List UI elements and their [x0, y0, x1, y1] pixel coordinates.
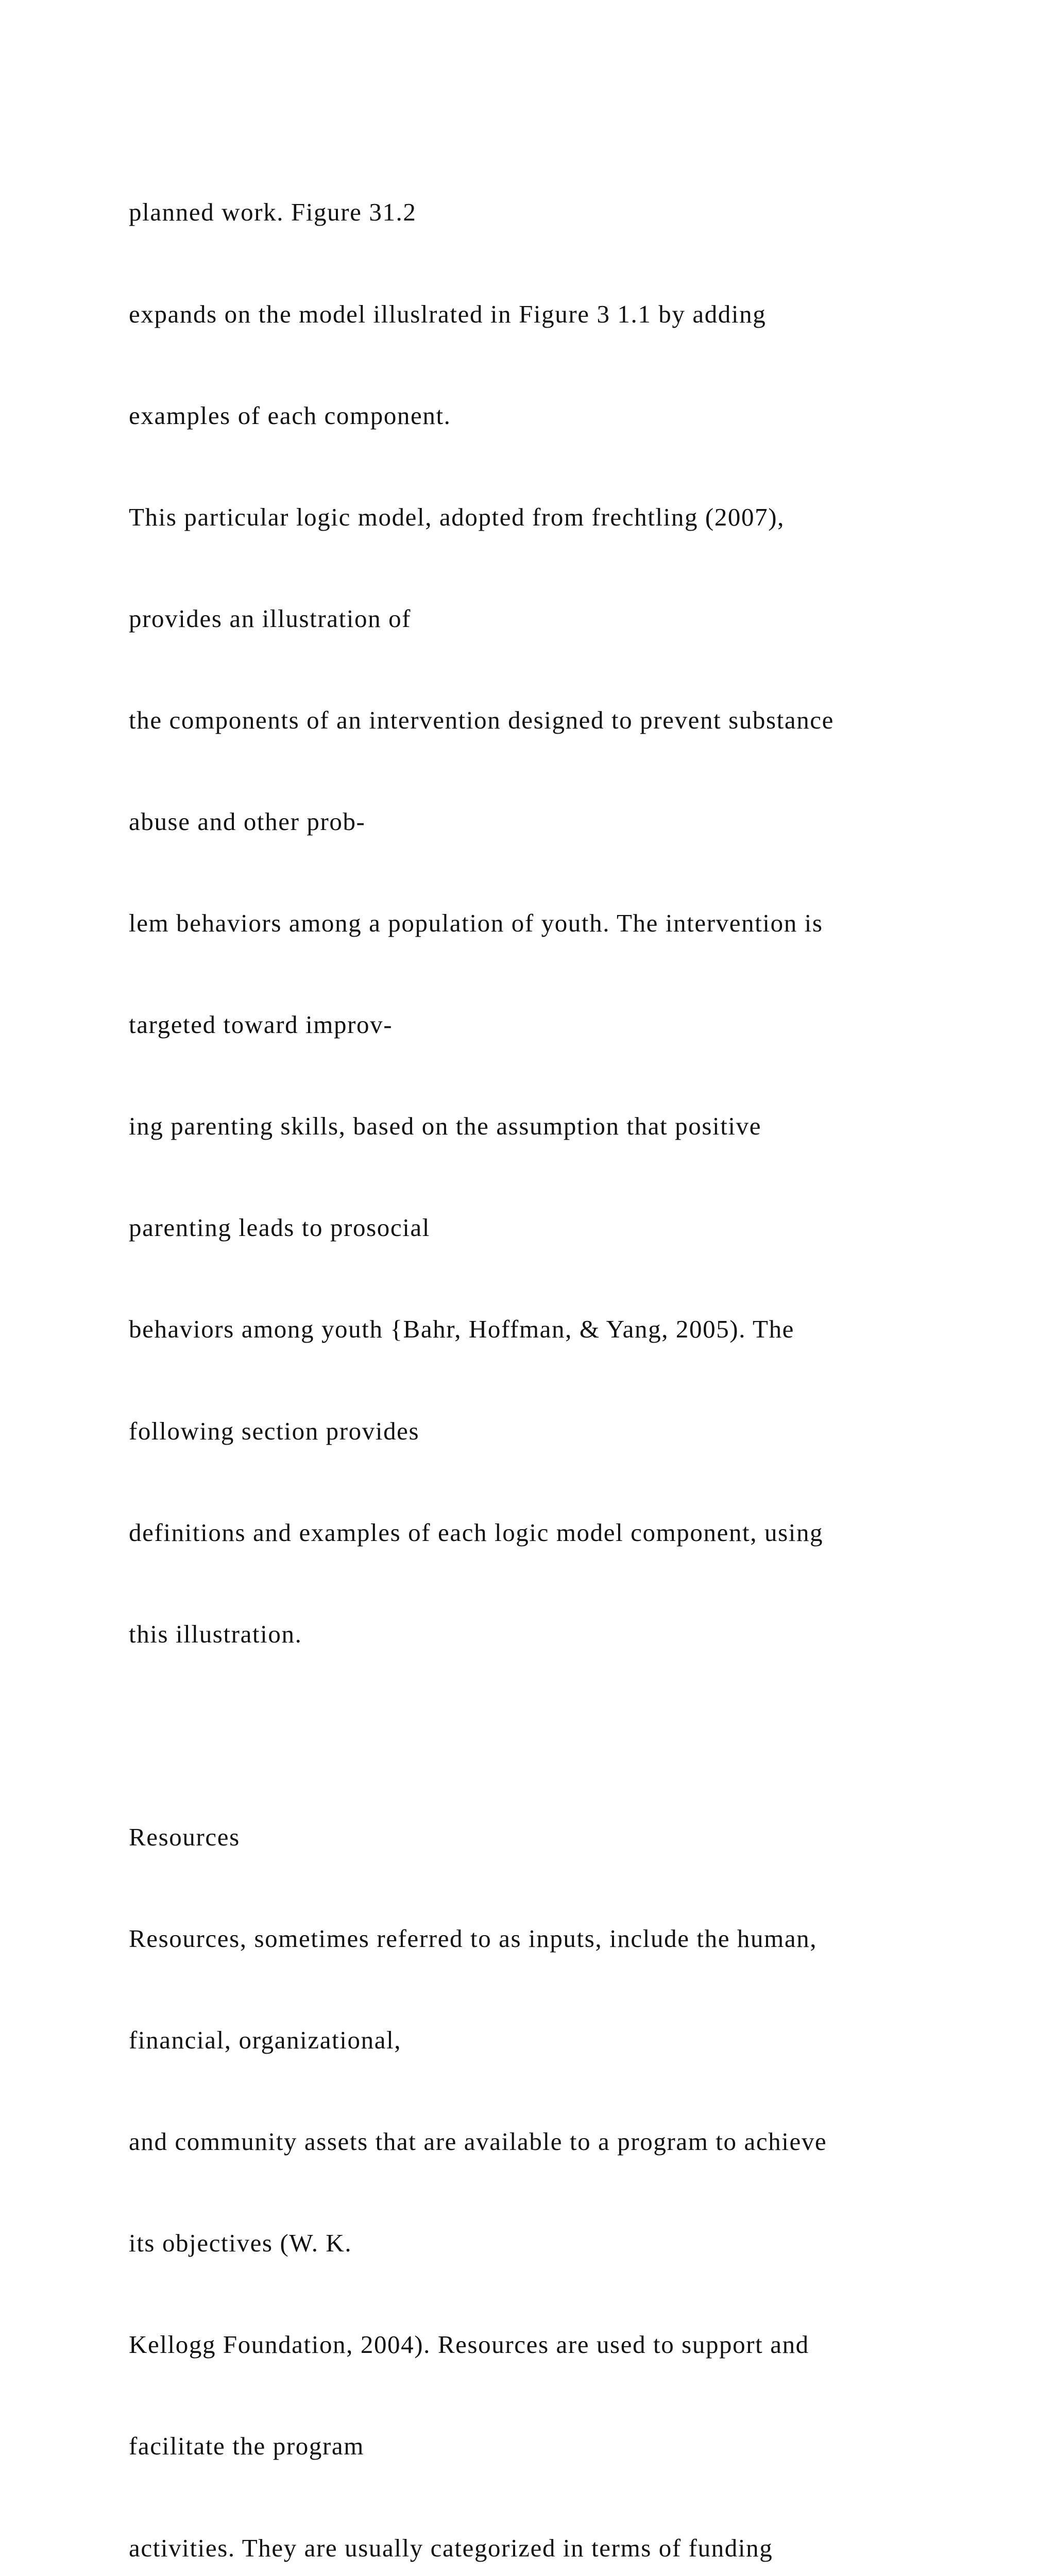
text-line: expands on the model illuslrated in Figure 3 1.1 by adding — [129, 299, 767, 328]
text-line: following section provides — [129, 1416, 420, 1445]
text-line: This particular logic model, adopted from frechtling (2007), — [129, 502, 785, 531]
text-line: and community assets that are available to a program to achieve — [129, 2127, 827, 2156]
section-heading: Resources — [129, 1822, 240, 1851]
text-line: parenting leads to prosocial — [129, 1213, 430, 1242]
text-line: financial, organizational, — [129, 2026, 402, 2055]
text-line: lem behaviors among a population of youth. The intervention is — [129, 909, 823, 938]
text-line: this illustration. — [129, 1619, 302, 1648]
text-line: behaviors among youth {Bahr, Hoffman, & Yang, 2005). The — [129, 1315, 795, 1344]
text-line: abuse and other prob- — [129, 807, 366, 836]
text-line: provides an illustration of — [129, 604, 412, 633]
text-line: the components of an intervention designed to prevent substance — [129, 705, 835, 734]
text-line: activities. They are usually categorized in terms of funding — [129, 2533, 773, 2562]
text-line: facilitate the program — [129, 2432, 364, 2461]
body-text — [129, 128, 1015, 2576]
blank-line — [129, 1719, 1015, 1753]
text-line: Resources, sometimes referred to as inputs, include the human, — [129, 1924, 818, 1953]
text-line: its objectives (W. K. — [129, 2229, 352, 2258]
text-line: definitions and examples of each logic model component, using — [129, 1518, 824, 1547]
text-line: targeted toward improv- — [129, 1010, 393, 1039]
text-line: planned work. Figure 31.2 — [129, 198, 417, 227]
text-line: ing parenting skills, based on the assumption that positive — [129, 1112, 762, 1141]
text-line: examples of each component. — [129, 401, 451, 430]
text-line: Kellogg Foundation, 2004). Resources are used to support and — [129, 2330, 809, 2359]
